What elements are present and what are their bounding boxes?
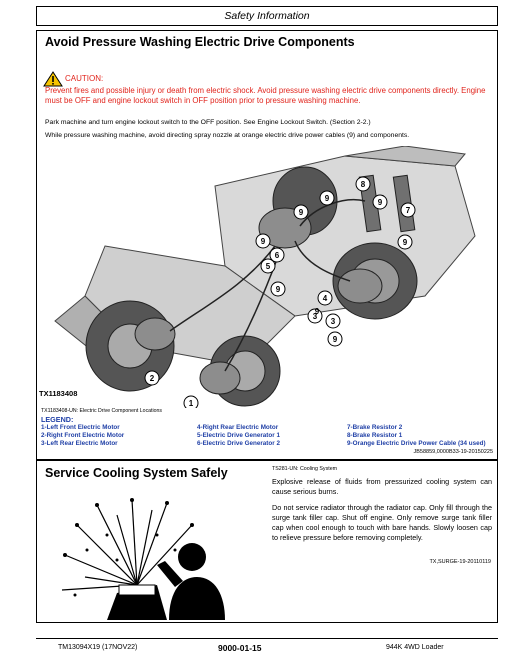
footer-doc-id: TM13094X19 (17NOV22) bbox=[58, 644, 138, 651]
footer-rule bbox=[36, 638, 498, 639]
running-header: Safety Information bbox=[36, 6, 498, 26]
svg-text:5: 5 bbox=[265, 262, 271, 271]
caution-label: CAUTION: bbox=[65, 74, 104, 83]
legend-title: LEGEND: bbox=[41, 415, 74, 424]
callout-9e bbox=[256, 234, 270, 248]
reference-code: TX,SURGE-19-20110119 bbox=[429, 559, 491, 565]
pressure-washing-section bbox=[36, 30, 498, 460]
callout-7 bbox=[401, 203, 415, 217]
callout-9a bbox=[320, 191, 334, 205]
figure-caption: TX1183408-UN: Electric Drive Component Locations bbox=[41, 408, 163, 414]
svg-text:4: 4 bbox=[322, 294, 328, 303]
section-title: Avoid Pressure Washing Electric Drive Components bbox=[45, 35, 355, 49]
section-title: Service Cooling System Safely bbox=[45, 466, 228, 480]
legend-item: 6-Electric Drive Generator 2 bbox=[197, 440, 280, 447]
callout-3b bbox=[326, 314, 340, 328]
callout-9c bbox=[373, 195, 387, 209]
cooling-system-section bbox=[36, 460, 498, 623]
svg-text:3: 3 bbox=[330, 317, 336, 326]
svg-text:9: 9 bbox=[377, 198, 383, 207]
svg-text:9: 9 bbox=[402, 238, 408, 247]
svg-text:8: 8 bbox=[360, 180, 366, 189]
svg-text:9: 9 bbox=[260, 237, 266, 246]
callout-4 bbox=[318, 291, 332, 305]
caution-triangle-icon bbox=[43, 71, 63, 87]
caution-text: Prevent fires and possible injury or death from electric shock. Avoid pressure washing electric drive components directly. Engine must be OFF and engine lockout switch in OFF position prior to pressure washing machine. bbox=[45, 86, 486, 105]
electric-drive-diagram bbox=[45, 146, 490, 408]
callout-8 bbox=[356, 177, 370, 191]
callout-9b bbox=[294, 205, 308, 219]
reference-code: JB58859,0000B33-19-20150225 bbox=[413, 449, 493, 455]
callout-9f bbox=[271, 282, 285, 296]
legend-item: 9-Orange Electric Drive Power Cable (34 used) bbox=[347, 440, 486, 447]
svg-text:1: 1 bbox=[188, 399, 194, 408]
callout-9d bbox=[398, 235, 412, 249]
svg-text:3: 3 bbox=[312, 312, 318, 321]
svg-text:9: 9 bbox=[314, 307, 320, 316]
callout-6 bbox=[270, 248, 284, 262]
figure-id: TX1183408 bbox=[39, 389, 78, 398]
legend-item: 3-Left Rear Electric Motor bbox=[41, 440, 118, 447]
warning-paragraph: Explosive release of fluids from pressurized cooling system can cause serious burns. bbox=[272, 477, 492, 496]
legend-item: 4-Right Rear Electric Motor bbox=[197, 424, 279, 431]
legend-item: 1-Left Front Electric Motor bbox=[41, 424, 120, 431]
symbol-caption: TS281-UN: Cooling System bbox=[272, 466, 338, 472]
svg-text:9: 9 bbox=[275, 285, 281, 294]
legend-item: 7-Brake Resistor 2 bbox=[347, 424, 403, 431]
footer-model: 944K 4WD Loader bbox=[386, 644, 444, 651]
callout-2 bbox=[145, 371, 159, 385]
instruction-step-1: Park machine and turn engine lockout switch to the OFF position. See Engine Lockout Switch. (Section 2-2.) bbox=[45, 119, 371, 126]
callout-9h bbox=[328, 332, 342, 346]
svg-text:6: 6 bbox=[274, 251, 280, 260]
loader-illustration bbox=[55, 146, 475, 406]
svg-text:9: 9 bbox=[298, 208, 304, 217]
callout-1 bbox=[184, 396, 198, 408]
legend-item: 5-Electric Drive Generator 1 bbox=[197, 432, 280, 439]
instruction-step-2: While pressure washing machine, avoid directing spray nozzle at orange electric drive power cables (9) and components. bbox=[45, 132, 410, 139]
legend-item: 2-Right Front Electric Motor bbox=[41, 432, 125, 439]
legend-item: 8-Brake Resistor 1 bbox=[347, 432, 403, 439]
svg-text:7: 7 bbox=[405, 206, 411, 215]
footer-page-number: 9000-01-15 bbox=[218, 643, 262, 653]
svg-text:9: 9 bbox=[324, 194, 330, 203]
procedure-paragraph: Do not service radiator through the radiator cap. Only fill through the surge tank filler cap. Shut off engine. Only remove surge tank filler cap when cool enough to touch with bare hands. Slowly loosen cap to relieve pressure before removing completely. bbox=[272, 503, 492, 542]
callout-9g bbox=[315, 307, 320, 316]
pressurized-spray-burn-icon bbox=[57, 495, 232, 620]
svg-text:9: 9 bbox=[332, 335, 338, 344]
svg-text:2: 2 bbox=[149, 374, 155, 383]
